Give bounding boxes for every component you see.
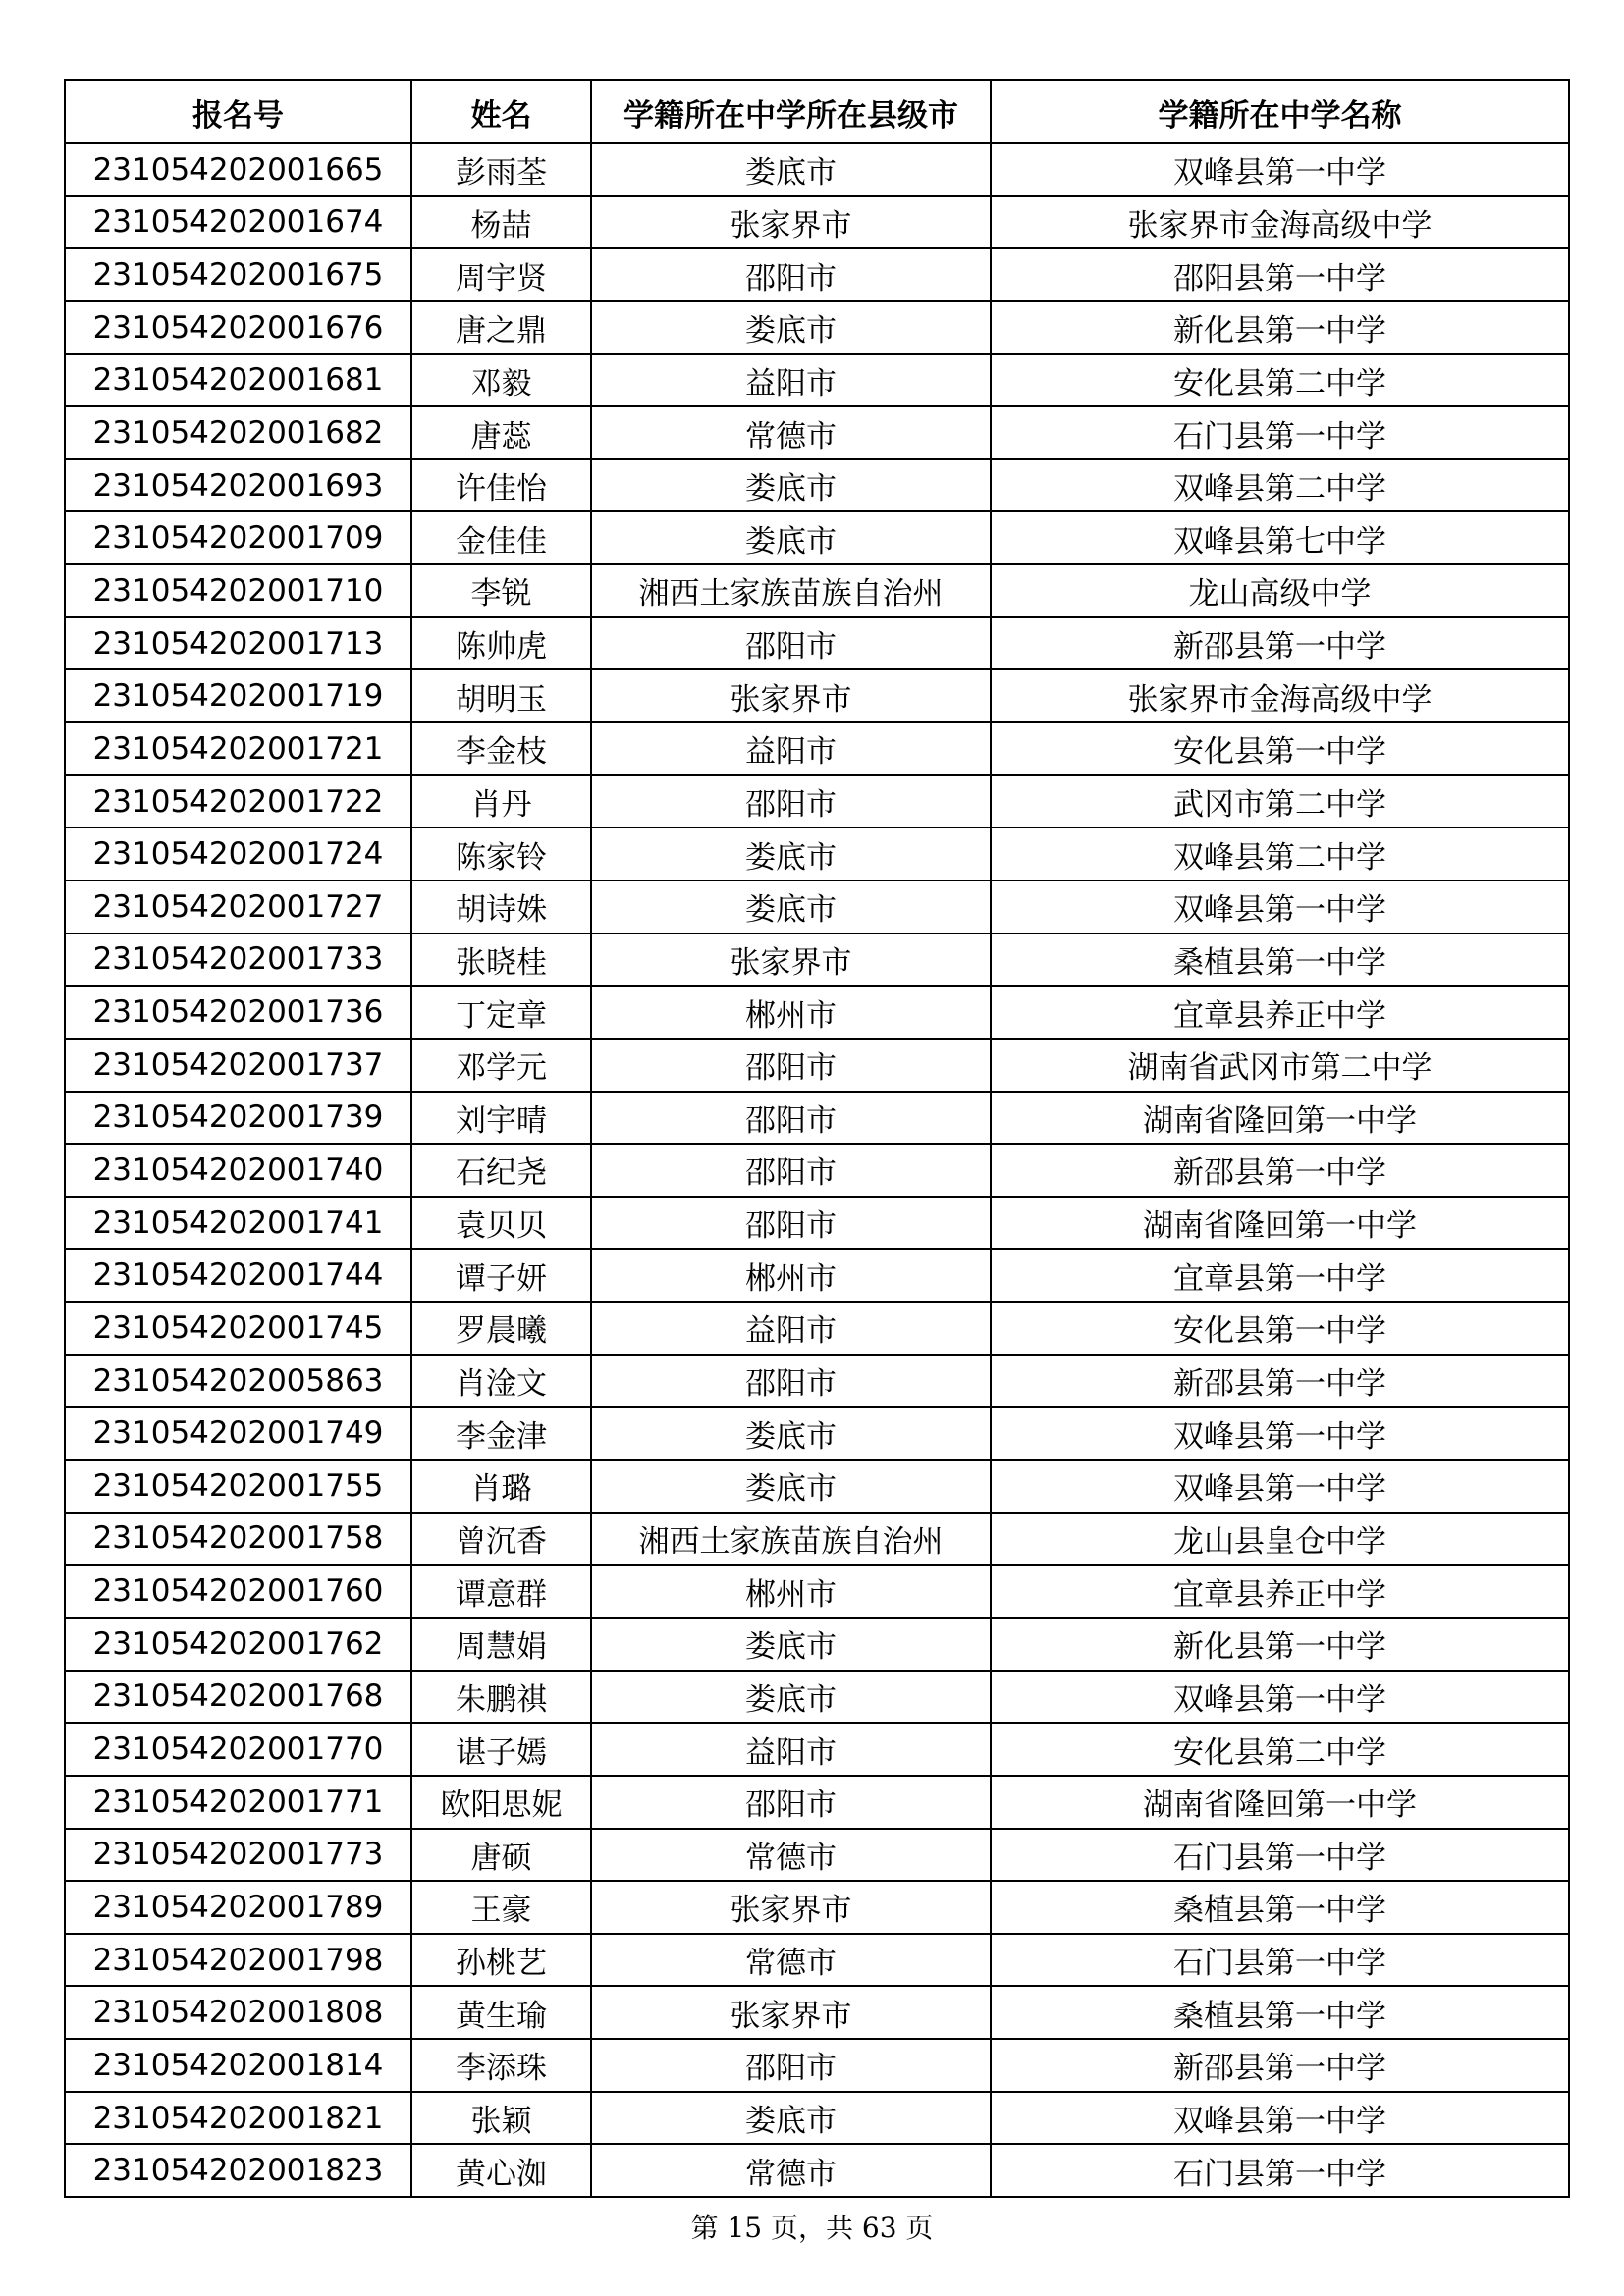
cell-registration-number: 231054202001665 bbox=[65, 143, 411, 196]
table-row bbox=[65, 564, 1569, 617]
cell-school-city: 郴州市 bbox=[591, 986, 991, 1039]
cell-school-name: 龙山高级中学 bbox=[991, 564, 1569, 617]
table-row bbox=[65, 354, 1569, 407]
cell-school-city: 娄底市 bbox=[591, 828, 991, 881]
cell-name: 陈帅虎 bbox=[411, 617, 591, 670]
table-row bbox=[65, 143, 1569, 196]
cell-school-city: 娄底市 bbox=[591, 301, 991, 354]
table-row bbox=[65, 1934, 1569, 1987]
cell-school-name: 双峰县第一中学 bbox=[991, 1407, 1569, 1460]
header-school-name: 学籍所在中学名称 bbox=[991, 80, 1569, 144]
cell-school-city: 郴州市 bbox=[591, 1565, 991, 1618]
cell-registration-number: 231054202001798 bbox=[65, 1934, 411, 1987]
cell-registration-number: 231054202005863 bbox=[65, 1355, 411, 1408]
cell-name: 朱鹏祺 bbox=[411, 1671, 591, 1724]
cell-name: 张颖 bbox=[411, 2092, 591, 2145]
cell-name: 金佳佳 bbox=[411, 511, 591, 564]
cell-school-city: 邵阳市 bbox=[591, 2039, 991, 2092]
cell-school-name: 湖南省隆回第一中学 bbox=[991, 1092, 1569, 1145]
table-row bbox=[65, 669, 1569, 722]
cell-school-name: 安化县第一中学 bbox=[991, 722, 1569, 775]
cell-school-city: 郴州市 bbox=[591, 1249, 991, 1302]
cell-registration-number: 231054202001737 bbox=[65, 1039, 411, 1092]
cell-registration-number: 231054202001724 bbox=[65, 828, 411, 881]
table-row bbox=[65, 1460, 1569, 1513]
cell-registration-number: 231054202001736 bbox=[65, 986, 411, 1039]
table-row bbox=[65, 881, 1569, 934]
cell-school-name: 安化县第一中学 bbox=[991, 1302, 1569, 1355]
table-row bbox=[65, 2144, 1569, 2197]
table-row bbox=[65, 406, 1569, 459]
cell-school-name: 宜章县养正中学 bbox=[991, 986, 1569, 1039]
cell-name: 肖璐 bbox=[411, 1460, 591, 1513]
table-row bbox=[65, 1565, 1569, 1618]
cell-name: 丁定章 bbox=[411, 986, 591, 1039]
table-header-row bbox=[65, 80, 1569, 144]
table-row bbox=[65, 1249, 1569, 1302]
header-school-city: 学籍所在中学所在县级市 bbox=[591, 80, 991, 144]
cell-name: 孙桃艺 bbox=[411, 1934, 591, 1987]
cell-registration-number: 231054202001674 bbox=[65, 196, 411, 249]
table-row bbox=[65, 1723, 1569, 1776]
cell-school-name: 龙山县皇仓中学 bbox=[991, 1513, 1569, 1566]
table-row bbox=[65, 934, 1569, 987]
cell-school-city: 邵阳市 bbox=[591, 775, 991, 828]
table-row bbox=[65, 1039, 1569, 1092]
cell-registration-number: 231054202001770 bbox=[65, 1723, 411, 1776]
cell-school-name: 双峰县第一中学 bbox=[991, 1460, 1569, 1513]
table-row bbox=[65, 1776, 1569, 1829]
cell-school-name: 双峰县第二中学 bbox=[991, 459, 1569, 512]
cell-name: 周慧娟 bbox=[411, 1618, 591, 1671]
table-row bbox=[65, 248, 1569, 301]
cell-school-name: 双峰县第二中学 bbox=[991, 828, 1569, 881]
cell-name: 张晓桂 bbox=[411, 934, 591, 987]
cell-registration-number: 231054202001709 bbox=[65, 511, 411, 564]
cell-name: 欧阳思妮 bbox=[411, 1776, 591, 1829]
cell-registration-number: 231054202001721 bbox=[65, 722, 411, 775]
cell-name: 邓学元 bbox=[411, 1039, 591, 1092]
cell-school-name: 邵阳县第一中学 bbox=[991, 248, 1569, 301]
cell-school-city: 邵阳市 bbox=[591, 1776, 991, 1829]
cell-school-city: 娄底市 bbox=[591, 1407, 991, 1460]
cell-school-city: 益阳市 bbox=[591, 1723, 991, 1776]
cell-school-name: 桑植县第一中学 bbox=[991, 1881, 1569, 1934]
cell-school-city: 常德市 bbox=[591, 1934, 991, 1987]
cell-school-city: 邵阳市 bbox=[591, 1355, 991, 1408]
table-row bbox=[65, 459, 1569, 512]
cell-registration-number: 231054202001739 bbox=[65, 1092, 411, 1145]
cell-school-city: 邵阳市 bbox=[591, 1197, 991, 1250]
cell-registration-number: 231054202001733 bbox=[65, 934, 411, 987]
cell-name: 王豪 bbox=[411, 1881, 591, 1934]
cell-school-city: 益阳市 bbox=[591, 354, 991, 407]
cell-name: 黄心洳 bbox=[411, 2144, 591, 2197]
cell-name: 李金津 bbox=[411, 1407, 591, 1460]
cell-school-city: 娄底市 bbox=[591, 1460, 991, 1513]
cell-name: 唐蕊 bbox=[411, 406, 591, 459]
cell-name: 李金枝 bbox=[411, 722, 591, 775]
cell-registration-number: 231054202001749 bbox=[65, 1407, 411, 1460]
cell-school-name: 双峰县第一中学 bbox=[991, 1671, 1569, 1724]
cell-school-name: 双峰县第七中学 bbox=[991, 511, 1569, 564]
cell-school-name: 桑植县第一中学 bbox=[991, 934, 1569, 987]
cell-name: 邓毅 bbox=[411, 354, 591, 407]
header-registration-number: 报名号 bbox=[65, 80, 411, 144]
cell-name: 唐硕 bbox=[411, 1829, 591, 1882]
table-row bbox=[65, 196, 1569, 249]
cell-name: 周宇贤 bbox=[411, 248, 591, 301]
cell-school-city: 张家界市 bbox=[591, 1881, 991, 1934]
cell-name: 肖淦文 bbox=[411, 1355, 591, 1408]
cell-registration-number: 231054202001682 bbox=[65, 406, 411, 459]
table-row bbox=[65, 1829, 1569, 1882]
cell-name: 肖丹 bbox=[411, 775, 591, 828]
cell-registration-number: 231054202001740 bbox=[65, 1144, 411, 1197]
cell-name: 谌子嫣 bbox=[411, 1723, 591, 1776]
table-row bbox=[65, 1355, 1569, 1408]
header-name: 姓名 bbox=[411, 80, 591, 144]
cell-school-city: 娄底市 bbox=[591, 459, 991, 512]
cell-school-city: 娄底市 bbox=[591, 881, 991, 934]
cell-name: 李锐 bbox=[411, 564, 591, 617]
cell-school-city: 娄底市 bbox=[591, 2092, 991, 2145]
table-row bbox=[65, 1197, 1569, 1250]
cell-school-name: 石门县第一中学 bbox=[991, 1829, 1569, 1882]
cell-school-city: 常德市 bbox=[591, 1829, 991, 1882]
cell-name: 罗晨曦 bbox=[411, 1302, 591, 1355]
cell-registration-number: 231054202001741 bbox=[65, 1197, 411, 1250]
roster-table bbox=[64, 79, 1570, 2198]
cell-school-city: 娄底市 bbox=[591, 1671, 991, 1724]
table-row bbox=[65, 1513, 1569, 1566]
cell-school-name: 湖南省隆回第一中学 bbox=[991, 1197, 1569, 1250]
cell-school-name: 新化县第一中学 bbox=[991, 301, 1569, 354]
cell-school-name: 湖南省隆回第一中学 bbox=[991, 1776, 1569, 1829]
table-row bbox=[65, 1986, 1569, 2039]
cell-school-city: 张家界市 bbox=[591, 1986, 991, 2039]
cell-registration-number: 231054202001808 bbox=[65, 1986, 411, 2039]
table-row bbox=[65, 1881, 1569, 1934]
cell-name: 谭子妍 bbox=[411, 1249, 591, 1302]
cell-school-name: 安化县第二中学 bbox=[991, 1723, 1569, 1776]
cell-school-name: 新化县第一中学 bbox=[991, 1618, 1569, 1671]
cell-name: 袁贝贝 bbox=[411, 1197, 591, 1250]
cell-registration-number: 231054202001722 bbox=[65, 775, 411, 828]
cell-school-name: 新邵县第一中学 bbox=[991, 1355, 1569, 1408]
table-row bbox=[65, 828, 1569, 881]
table-row bbox=[65, 1092, 1569, 1145]
cell-school-city: 邵阳市 bbox=[591, 617, 991, 670]
table-row bbox=[65, 1144, 1569, 1197]
cell-school-name: 宜章县第一中学 bbox=[991, 1249, 1569, 1302]
table-row bbox=[65, 2092, 1569, 2145]
cell-school-name: 安化县第二中学 bbox=[991, 354, 1569, 407]
table-row bbox=[65, 1407, 1569, 1460]
table-row bbox=[65, 986, 1569, 1039]
cell-registration-number: 231054202001758 bbox=[65, 1513, 411, 1566]
table-body bbox=[65, 143, 1569, 2197]
table-row bbox=[65, 1618, 1569, 1671]
cell-registration-number: 231054202001693 bbox=[65, 459, 411, 512]
cell-registration-number: 231054202001745 bbox=[65, 1302, 411, 1355]
cell-name: 许佳怡 bbox=[411, 459, 591, 512]
cell-school-city: 益阳市 bbox=[591, 722, 991, 775]
cell-school-city: 张家界市 bbox=[591, 669, 991, 722]
cell-school-name: 新邵县第一中学 bbox=[991, 1144, 1569, 1197]
cell-name: 杨喆 bbox=[411, 196, 591, 249]
cell-school-name: 张家界市金海高级中学 bbox=[991, 669, 1569, 722]
cell-registration-number: 231054202001773 bbox=[65, 1829, 411, 1882]
cell-registration-number: 231054202001676 bbox=[65, 301, 411, 354]
cell-school-name: 双峰县第一中学 bbox=[991, 143, 1569, 196]
cell-school-city: 湘西土家族苗族自治州 bbox=[591, 1513, 991, 1566]
cell-name: 李添珠 bbox=[411, 2039, 591, 2092]
cell-school-city: 邵阳市 bbox=[591, 248, 991, 301]
cell-school-city: 益阳市 bbox=[591, 1302, 991, 1355]
cell-name: 陈家铃 bbox=[411, 828, 591, 881]
cell-registration-number: 231054202001713 bbox=[65, 617, 411, 670]
table-row bbox=[65, 775, 1569, 828]
cell-school-name: 武冈市第二中学 bbox=[991, 775, 1569, 828]
cell-school-name: 湖南省武冈市第二中学 bbox=[991, 1039, 1569, 1092]
cell-school-name: 双峰县第一中学 bbox=[991, 881, 1569, 934]
cell-name: 胡明玉 bbox=[411, 669, 591, 722]
cell-registration-number: 231054202001760 bbox=[65, 1565, 411, 1618]
cell-registration-number: 231054202001755 bbox=[65, 1460, 411, 1513]
cell-name: 唐之鼎 bbox=[411, 301, 591, 354]
table-row bbox=[65, 1302, 1569, 1355]
table-row bbox=[65, 722, 1569, 775]
cell-registration-number: 231054202001814 bbox=[65, 2039, 411, 2092]
cell-name: 刘宇晴 bbox=[411, 1092, 591, 1145]
cell-school-city: 娄底市 bbox=[591, 511, 991, 564]
cell-registration-number: 231054202001675 bbox=[65, 248, 411, 301]
cell-school-name: 石门县第一中学 bbox=[991, 406, 1569, 459]
cell-registration-number: 231054202001762 bbox=[65, 1618, 411, 1671]
cell-registration-number: 231054202001681 bbox=[65, 354, 411, 407]
cell-school-city: 娄底市 bbox=[591, 1618, 991, 1671]
page-footer: 第 15 页，共 63 页 bbox=[690, 2212, 934, 2244]
cell-registration-number: 231054202001744 bbox=[65, 1249, 411, 1302]
cell-school-name: 双峰县第一中学 bbox=[991, 2092, 1569, 2145]
table-row bbox=[65, 1671, 1569, 1724]
cell-school-name: 宜章县养正中学 bbox=[991, 1565, 1569, 1618]
cell-registration-number: 231054202001789 bbox=[65, 1881, 411, 1934]
cell-school-name: 桑植县第一中学 bbox=[991, 1986, 1569, 2039]
cell-registration-number: 231054202001771 bbox=[65, 1776, 411, 1829]
cell-school-city: 湘西土家族苗族自治州 bbox=[591, 564, 991, 617]
cell-school-name: 新邵县第一中学 bbox=[991, 2039, 1569, 2092]
cell-school-city: 张家界市 bbox=[591, 196, 991, 249]
table-row bbox=[65, 511, 1569, 564]
cell-registration-number: 231054202001719 bbox=[65, 669, 411, 722]
cell-school-name: 石门县第一中学 bbox=[991, 1934, 1569, 1987]
cell-school-city: 张家界市 bbox=[591, 934, 991, 987]
cell-school-name: 石门县第一中学 bbox=[991, 2144, 1569, 2197]
table-row bbox=[65, 301, 1569, 354]
cell-registration-number: 231054202001768 bbox=[65, 1671, 411, 1724]
cell-school-city: 常德市 bbox=[591, 406, 991, 459]
cell-registration-number: 231054202001821 bbox=[65, 2092, 411, 2145]
cell-registration-number: 231054202001710 bbox=[65, 564, 411, 617]
cell-registration-number: 231054202001823 bbox=[65, 2144, 411, 2197]
table-row bbox=[65, 617, 1569, 670]
cell-school-city: 娄底市 bbox=[591, 143, 991, 196]
cell-name: 谭意群 bbox=[411, 1565, 591, 1618]
cell-name: 胡诗姝 bbox=[411, 881, 591, 934]
table-row bbox=[65, 2039, 1569, 2092]
cell-name: 曾沉香 bbox=[411, 1513, 591, 1566]
cell-school-city: 邵阳市 bbox=[591, 1039, 991, 1092]
cell-school-city: 邵阳市 bbox=[591, 1092, 991, 1145]
cell-name: 石纪尧 bbox=[411, 1144, 591, 1197]
cell-registration-number: 231054202001727 bbox=[65, 881, 411, 934]
cell-school-name: 新邵县第一中学 bbox=[991, 617, 1569, 670]
cell-school-city: 邵阳市 bbox=[591, 1144, 991, 1197]
cell-name: 彭雨荃 bbox=[411, 143, 591, 196]
cell-school-name: 张家界市金海高级中学 bbox=[991, 196, 1569, 249]
cell-name: 黄生瑜 bbox=[411, 1986, 591, 2039]
cell-school-city: 常德市 bbox=[591, 2144, 991, 2197]
